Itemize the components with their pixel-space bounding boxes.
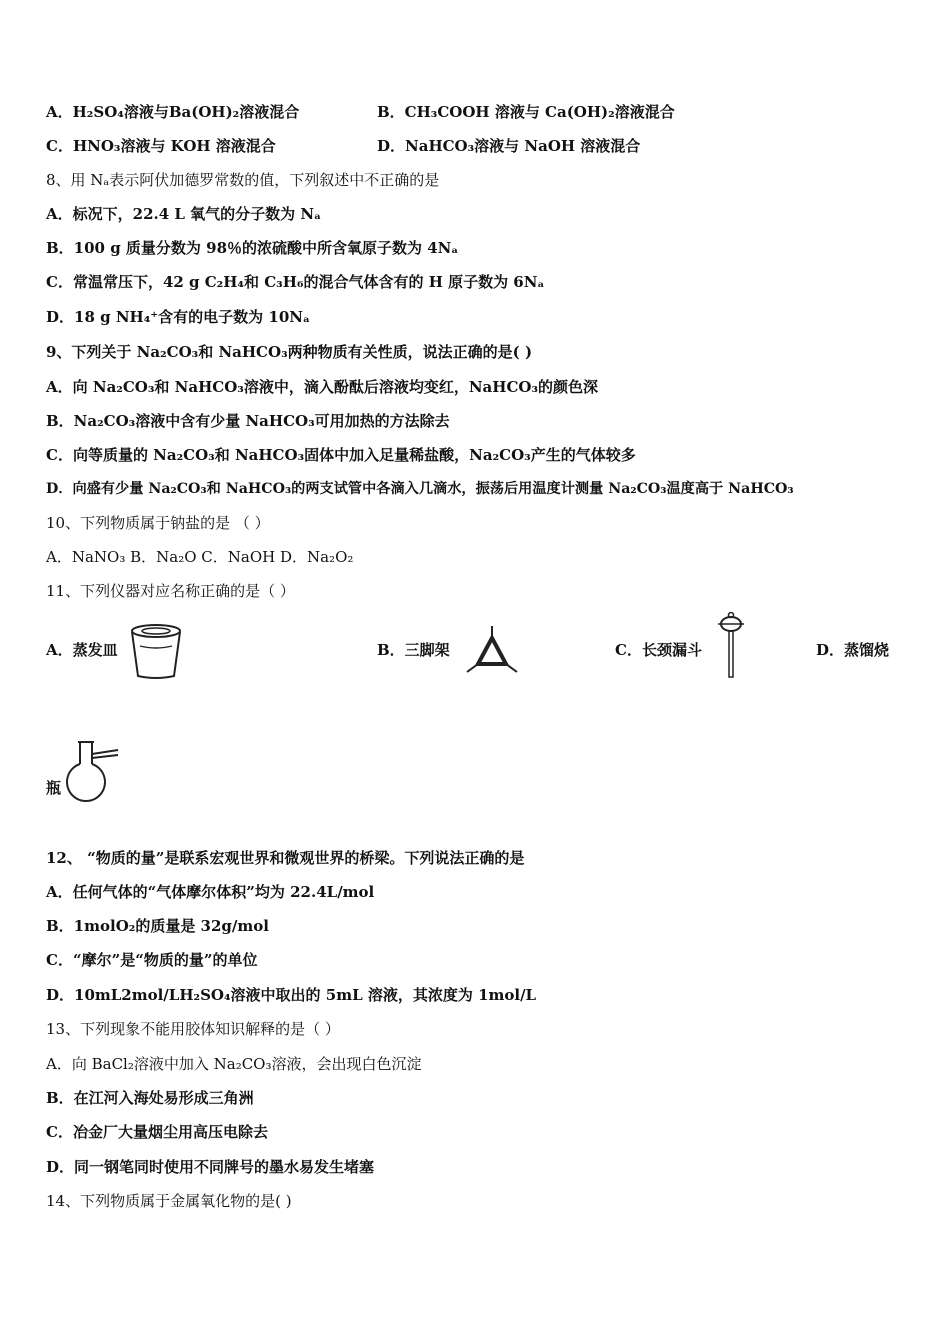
- q8-option-b: B．100 g 质量分数为 98％的浓硫酸中所含氧原子数为 4Nₐ: [46, 239, 459, 257]
- q7-option-a: A．H₂SO₄溶液与Ba(OH)₂溶液混合: [46, 103, 300, 121]
- q12-option-a: A．任何气体的“气体摩尔体积”均为 22.4L/mol: [46, 883, 375, 901]
- q7-option-d: D．NaHCO₃溶液与 NaOH 溶液混合: [377, 137, 641, 155]
- q13-stem: 13、下列现象不能用胶体知识解释的是（ ）: [46, 1020, 340, 1038]
- q8-stem: 8、用 Nₐ表示阿伏加德罗常数的值，下列叙述中不正确的是: [46, 171, 440, 189]
- q9-option-b: B．Na₂CO₃溶液中含有少量 NaHCO₃可用加热的方法除去: [46, 412, 450, 430]
- tripod-drawing: [464, 624, 520, 674]
- q11-option-a: A．蒸发皿: [46, 641, 118, 659]
- q7-option-c: C．HNO₃溶液与 KOH 溶液混合: [46, 137, 276, 155]
- q11-option-b: B．三脚架: [377, 641, 450, 659]
- long-neck-funnel-drawing: [716, 612, 746, 680]
- q10-stem: 10、下列物质属于钠盐的是 （ ）: [46, 514, 270, 532]
- q11-option-d: D．蒸馏烧: [816, 641, 890, 659]
- q13-option-b: B．在江河入海处易形成三角洲: [46, 1089, 254, 1107]
- q10-options: A．NaNO₃ B．Na₂O C．NaOH D．Na₂O₂: [46, 548, 354, 566]
- q9-stem: 9、下列关于 Na₂CO₃和 NaHCO₃两种物质有关性质，说法正确的是( ): [46, 343, 533, 361]
- q13-option-d: D．同一钢笔同时使用不同牌号的墨水易发生堵塞: [46, 1158, 375, 1176]
- q12-stem: 12、 “物质的量”是联系宏观世界和微观世界的桥梁。下列说法正确的是: [46, 849, 525, 867]
- q11-option-d-continued: 瓶: [46, 779, 62, 797]
- q13-option-c: C．冶金厂大量烟尘用高压电除去: [46, 1123, 268, 1141]
- q9-option-c: C．向等质量的 Na₂CO₃和 NaHCO₃固体中加入足量稀盐酸，Na₂CO₃产生的气体较多: [46, 446, 636, 464]
- evaporating-dish-drawing: [128, 622, 184, 680]
- q9-option-a: A．向 Na₂CO₃和 NaHCO₃溶液中，滴入酚酞后溶液均变红，NaHCO₃的颜色深: [46, 378, 599, 396]
- q11-option-c: C．长颈漏斗: [615, 641, 702, 659]
- q8-option-d: D．18 g NH₄⁺含有的电子数为 10Nₐ: [46, 308, 310, 326]
- q7-option-b: B．CH₃COOH 溶液与 Ca(OH)₂溶液混合: [377, 103, 675, 121]
- distillation-flask-drawing: [64, 738, 122, 804]
- q12-option-b: B．1molO₂的质量是 32g/mol: [46, 917, 269, 935]
- q9-option-d: D．向盛有少量 Na₂CO₃和 NaHCO₃的两支试管中各滴入几滴水，振荡后用温度计测量 Na₂CO₃温度高于 NaHCO₃: [46, 481, 794, 497]
- q12-option-c: C．“摩尔”是“物质的量”的单位: [46, 951, 258, 969]
- q12-option-d: D．10mL2mol/LH₂SO₄溶液中取出的 5mL 溶液，其浓度为 1mol/L: [46, 986, 537, 1004]
- q11-stem: 11、下列仪器对应名称正确的是（ ）: [46, 582, 295, 600]
- q14-stem: 14、下列物质属于金属氧化物的是( ): [46, 1192, 292, 1210]
- q8-option-a: A．标况下，22.4 L 氧气的分子数为 Nₐ: [46, 205, 322, 223]
- q8-option-c: C．常温常压下，42 g C₂H₄和 C₃H₆的混合气体含有的 H 原子数为 6Nₐ: [46, 273, 545, 291]
- q13-option-a: A．向 BaCl₂溶液中加入 Na₂CO₃溶液，会出现白色沉淀: [46, 1055, 422, 1073]
